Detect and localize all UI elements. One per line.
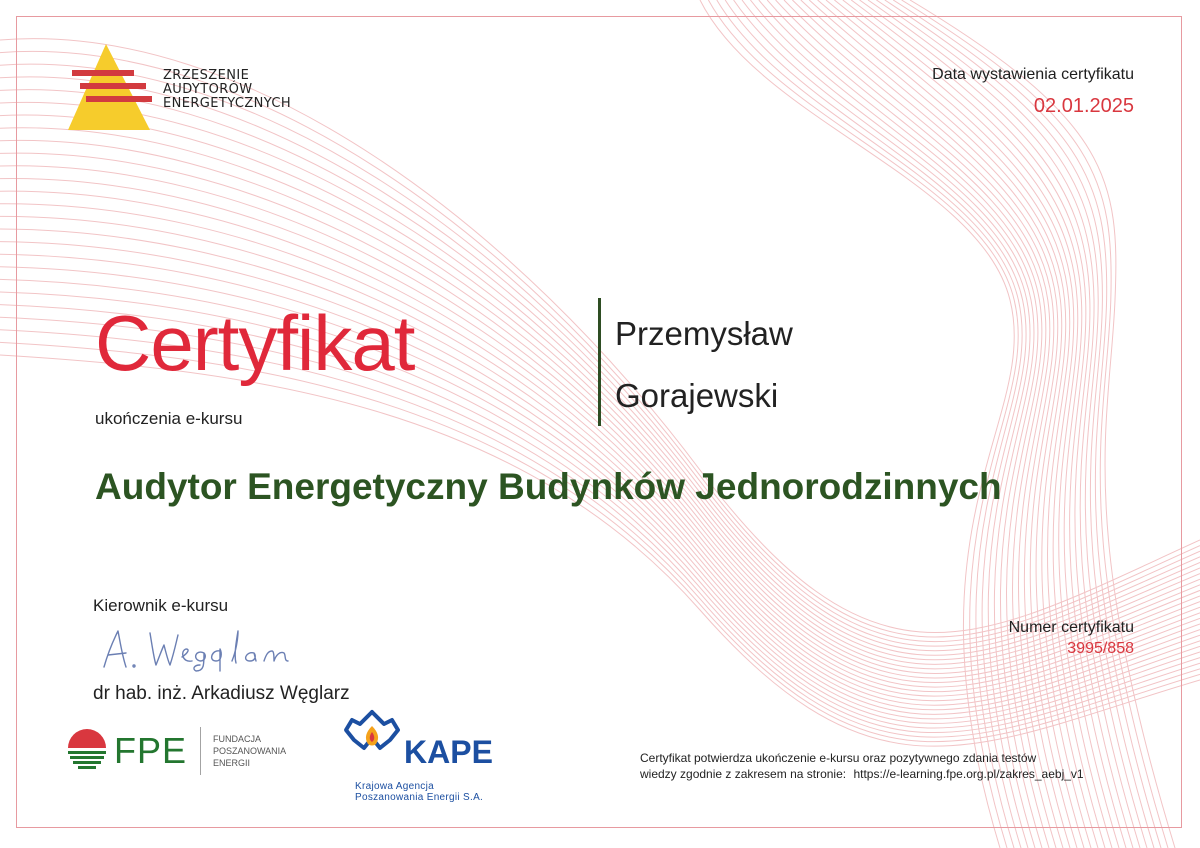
fpe-name-line: FUNDACJA	[213, 734, 262, 744]
note-line-2	[640, 766, 1084, 782]
name-divider	[598, 298, 601, 426]
course-manager-label: Kierownik e-kursu	[93, 596, 229, 615]
recipient-last-name: Gorajewski	[615, 377, 779, 414]
fpe-name-line: ENERGII	[213, 758, 251, 768]
fpe-name-line: POSZANOWANIA	[213, 746, 287, 756]
certificate-number-label: Numer certyfikatu	[1008, 619, 1134, 636]
scope-url: https://e-learning.fpe.org.pl/zakres_aebj_v1	[853, 767, 1084, 781]
certificate-title: Certyfikat	[95, 299, 415, 387]
kape-logo-icon	[342, 708, 404, 774]
course-title: Audytor Energetyczny Budynków Jednorodzinnych	[95, 466, 1002, 507]
issue-date-label: Data wystawienia certyfikatu	[932, 66, 1134, 83]
certificate-note	[640, 750, 1084, 782]
recipient-first-name: Przemysław	[615, 315, 793, 352]
course-manager-name: dr hab. inż. Arkadiusz Węglarz	[93, 683, 350, 704]
fpe-logo-icon	[66, 729, 108, 771]
manager-signature	[96, 621, 306, 673]
organization-name-line: ZRZESZENIE	[163, 68, 250, 83]
organization-name-line: ENERGETYCZNYCH	[163, 96, 292, 111]
kape-name-line: Poszanowania Energii S.A.	[355, 792, 484, 803]
organization-name-line: AUDYTORÓW	[163, 82, 253, 97]
kape-name-line: Krajowa Agencja	[355, 781, 434, 792]
certificate-subtitle: ukończenia e-kursu	[95, 409, 243, 428]
kape-full-name	[355, 781, 483, 803]
fpe-full-name	[213, 733, 286, 769]
note-line-1: Certyfikat potwierdza ukończenie e-kursu oraz pozytywnego zdania testów	[640, 751, 1037, 765]
organization-name	[163, 69, 291, 111]
certificate-number-value: 3995/858	[1067, 640, 1134, 657]
kape-abbreviation: KAPE	[404, 734, 493, 770]
fpe-divider	[200, 727, 201, 775]
fpe-abbreviation: FPE	[114, 730, 188, 771]
zae-logo-icon	[66, 44, 156, 132]
issue-date-value: 02.01.2025	[1033, 95, 1134, 117]
note-line-2-prefix: wiedzy zgodnie z zakresem na stronie:	[640, 767, 847, 781]
